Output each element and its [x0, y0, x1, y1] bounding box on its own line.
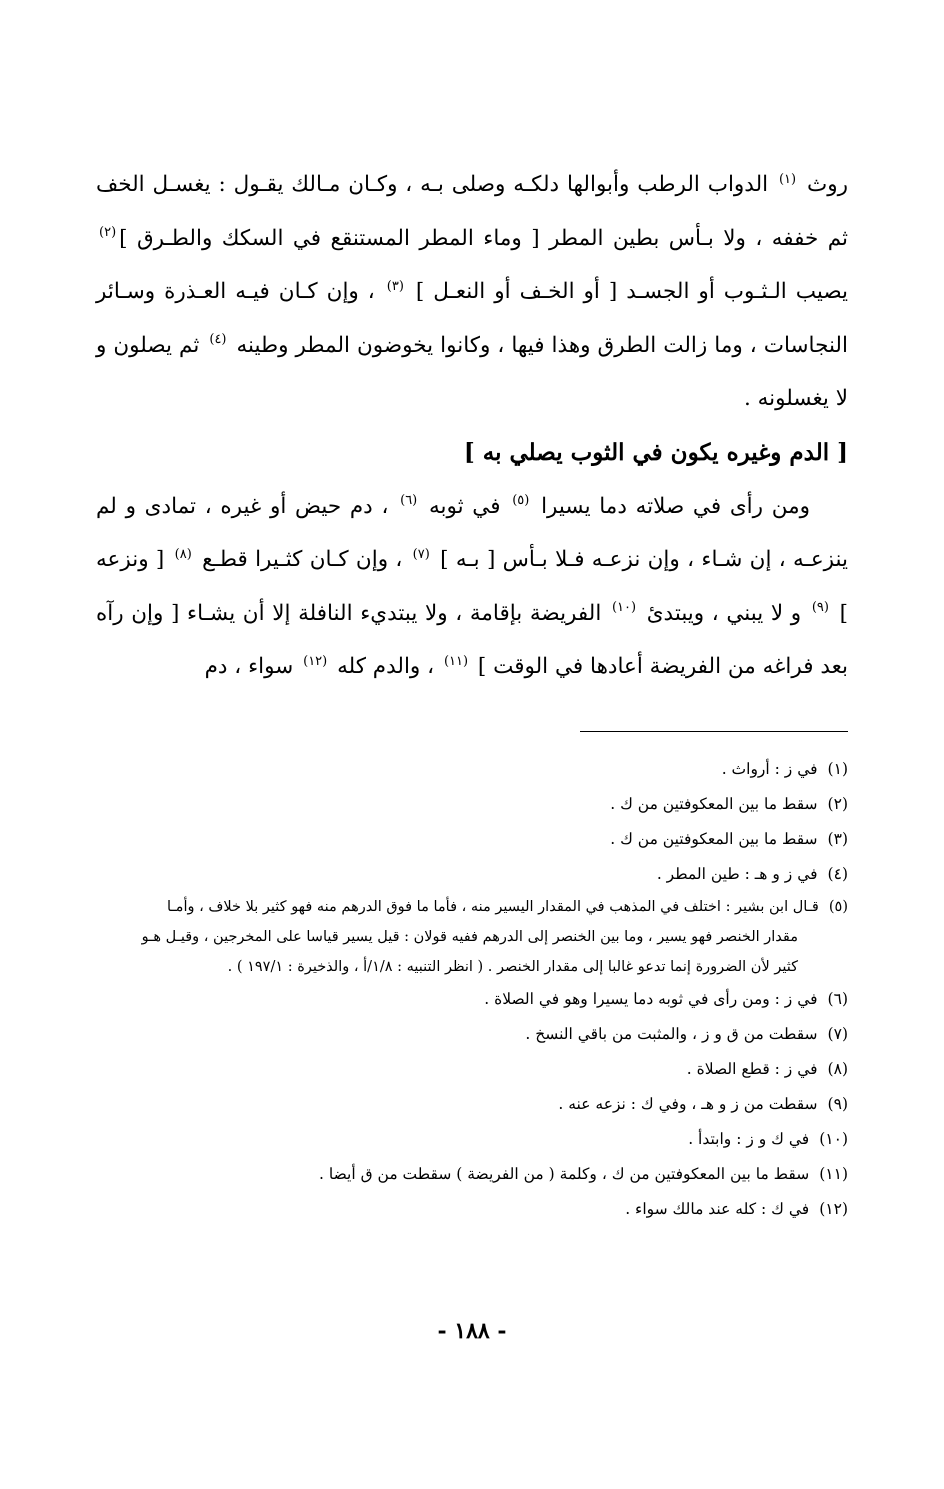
- paragraph-2: [96, 480, 848, 694]
- footnote-text: سقط ما بين المعكوفتين من ك .: [610, 830, 818, 848]
- footnote-item: [96, 892, 848, 982]
- footnote-item: [96, 1192, 848, 1227]
- footnote-number: (٥): [828, 899, 848, 915]
- section-heading: [ الدم وغيره يكون في الثوب يصلي به ]: [463, 438, 848, 466]
- para1-text-5: ثم يصلون و لا يغسلونه .: [96, 332, 848, 411]
- footnote-text: في ز و هـ : طين المطر .: [656, 865, 818, 883]
- footnote-ref-12[interactable]: (١٢): [303, 653, 328, 669]
- para1-text-4: ، وإن كـان فيـه العـذرة وسـائر النجاسات ، وما زالت الطرق وهذا فيها ، وكانوا يخوضون المطر وطينه: [96, 279, 848, 358]
- footnote-number: (٨): [827, 1060, 848, 1078]
- footnote-ref-3[interactable]: (٣): [386, 278, 404, 294]
- para2-text-3: ، دم حيض أو غيره ، تمادى و لم ينزعـه ، إن شـاء ، وإن نزعـه فـلا بـأس [ بـه ]: [96, 493, 848, 572]
- para1-text-2: الدواب الرطب وأبوالها دلكـه وصلى بـه ، وكـان مـالك يقـول : يغسـل الخف ثم خففه ، ولا بـأس بطين المطر [ وماء المطر المستنقع في السكك والطـرق ]: [96, 172, 848, 251]
- footnote-text: سقط ما بين المعكوفتين من ك ، وكلمة ( من الفريضة ) سقطت من ق أيضا .: [319, 1165, 810, 1183]
- footnote-item: [96, 1017, 848, 1052]
- footnote-item: [96, 1122, 848, 1157]
- footnote-number: (٦): [827, 990, 848, 1008]
- footnote-item: [96, 752, 848, 787]
- footnote-ref-11[interactable]: (١١): [443, 653, 469, 669]
- footnote-text: قـال ابن بشير : اختلف في المذهب في المقدار اليسير منه ، فأما ما فوق الدرهم منه فهو كثير بلا خلاف ، وأمـا: [167, 899, 819, 915]
- footnote-ref-4[interactable]: (٤): [209, 332, 227, 348]
- footnote-number: (٩): [827, 1095, 848, 1113]
- footnote-ref-1[interactable]: (١): [778, 171, 797, 187]
- para1-text-3: يصيب الـثـوب أو الجسـد [ أو الخـف أو النعـل ]: [415, 279, 848, 304]
- para1-text-1: روث: [806, 172, 848, 197]
- footnote-ref-6[interactable]: (٦): [400, 493, 418, 509]
- para2-text-6: و لا يبني ، ويبتدئ: [646, 600, 802, 626]
- footnote-number: (٢): [827, 795, 848, 813]
- footnote-text-continued: مقدار الخنصر فهو يسير ، وما بين الخنصر إلى الدرهم ففيه قولان : قيل يسير قياسا على المخرجين ، وقيـل هـو: [141, 929, 798, 945]
- footnotes-list: [96, 752, 848, 1227]
- para2-text-1: ومن رأى في صلاته دما يسيرا: [541, 493, 810, 519]
- footnote-text: في ز : قطع الصلاة .: [686, 1060, 818, 1078]
- footnote-number: (١): [827, 760, 848, 778]
- page-number: - ١٨٨ -: [437, 1318, 507, 1344]
- footnote-item: [96, 1087, 848, 1122]
- footnote-text: في ز : ومن رأى في ثوبه دما يسيرا وهو في الصلاة .: [484, 990, 818, 1008]
- footnote-number: (٤): [827, 865, 848, 883]
- para2-text-7: الفريضة بإقامة ، ولا يبتديء النافلة إلا أن يشـاء [ وإن رآه بعد فراغه من الفريضة أعادها في الوقت ]: [96, 600, 848, 679]
- footnote-item: [96, 982, 848, 1017]
- footnote-text: في ك و ز : وابتدأ .: [688, 1130, 810, 1148]
- main-text: [96, 158, 848, 694]
- footnote-number: (١٢): [819, 1200, 848, 1218]
- paragraph-1: [96, 158, 848, 426]
- footnote-text: سقط ما بين المعكوفتين من ك .: [610, 795, 818, 813]
- footnote-number: (٧): [827, 1025, 848, 1043]
- para2-text-9: سواء ، دم: [204, 654, 294, 679]
- para2-text-5: [ ونزعه ]: [96, 547, 848, 626]
- footnote-text: في ك : كله عند مالك سواء .: [625, 1200, 810, 1218]
- footnote-ref-8[interactable]: (٨): [174, 546, 192, 562]
- footnote-ref-2[interactable]: (٢): [99, 225, 117, 241]
- footnote-item: [96, 787, 848, 822]
- footnote-number: (٣): [827, 830, 848, 848]
- footnote-ref-9[interactable]: (٩): [811, 600, 829, 616]
- footnote-text-continued: كثير لأن الضرورة إنما تدعو غالبا إلى مقدار الخنصر . ( انظر التنبيه : ١/٨/أ ، والذخيرة : ١٩٧/١ ) .: [227, 959, 798, 975]
- footnote-item: [96, 1052, 848, 1087]
- footnote-text: سقطت من ز و هـ ، وفي ك : نزعه عنه .: [558, 1095, 818, 1113]
- footnote-item: [96, 1157, 848, 1192]
- para2-text-2: في ثوبه: [428, 493, 501, 519]
- footnote-ref-5[interactable]: (٥): [512, 493, 530, 509]
- footnote-number: (١٠): [819, 1130, 848, 1148]
- footnote-number: (١١): [819, 1165, 848, 1183]
- footnote-item: [96, 857, 848, 892]
- footnote-text: في ز : أرواث .: [721, 760, 818, 778]
- footnote-ref-7[interactable]: (٧): [412, 546, 430, 562]
- footnote-ref-10[interactable]: (١٠): [611, 600, 637, 616]
- para2-text-8: ، والدم كله: [337, 654, 435, 679]
- footnote-item: [96, 822, 848, 857]
- footnote-text: سقطت من ق و ز ، والمثبت من باقي النسخ .: [525, 1025, 818, 1043]
- footnote-separator: [580, 731, 848, 732]
- para2-text-4: ، وإن كـان كثـيرا قطـع: [202, 547, 403, 572]
